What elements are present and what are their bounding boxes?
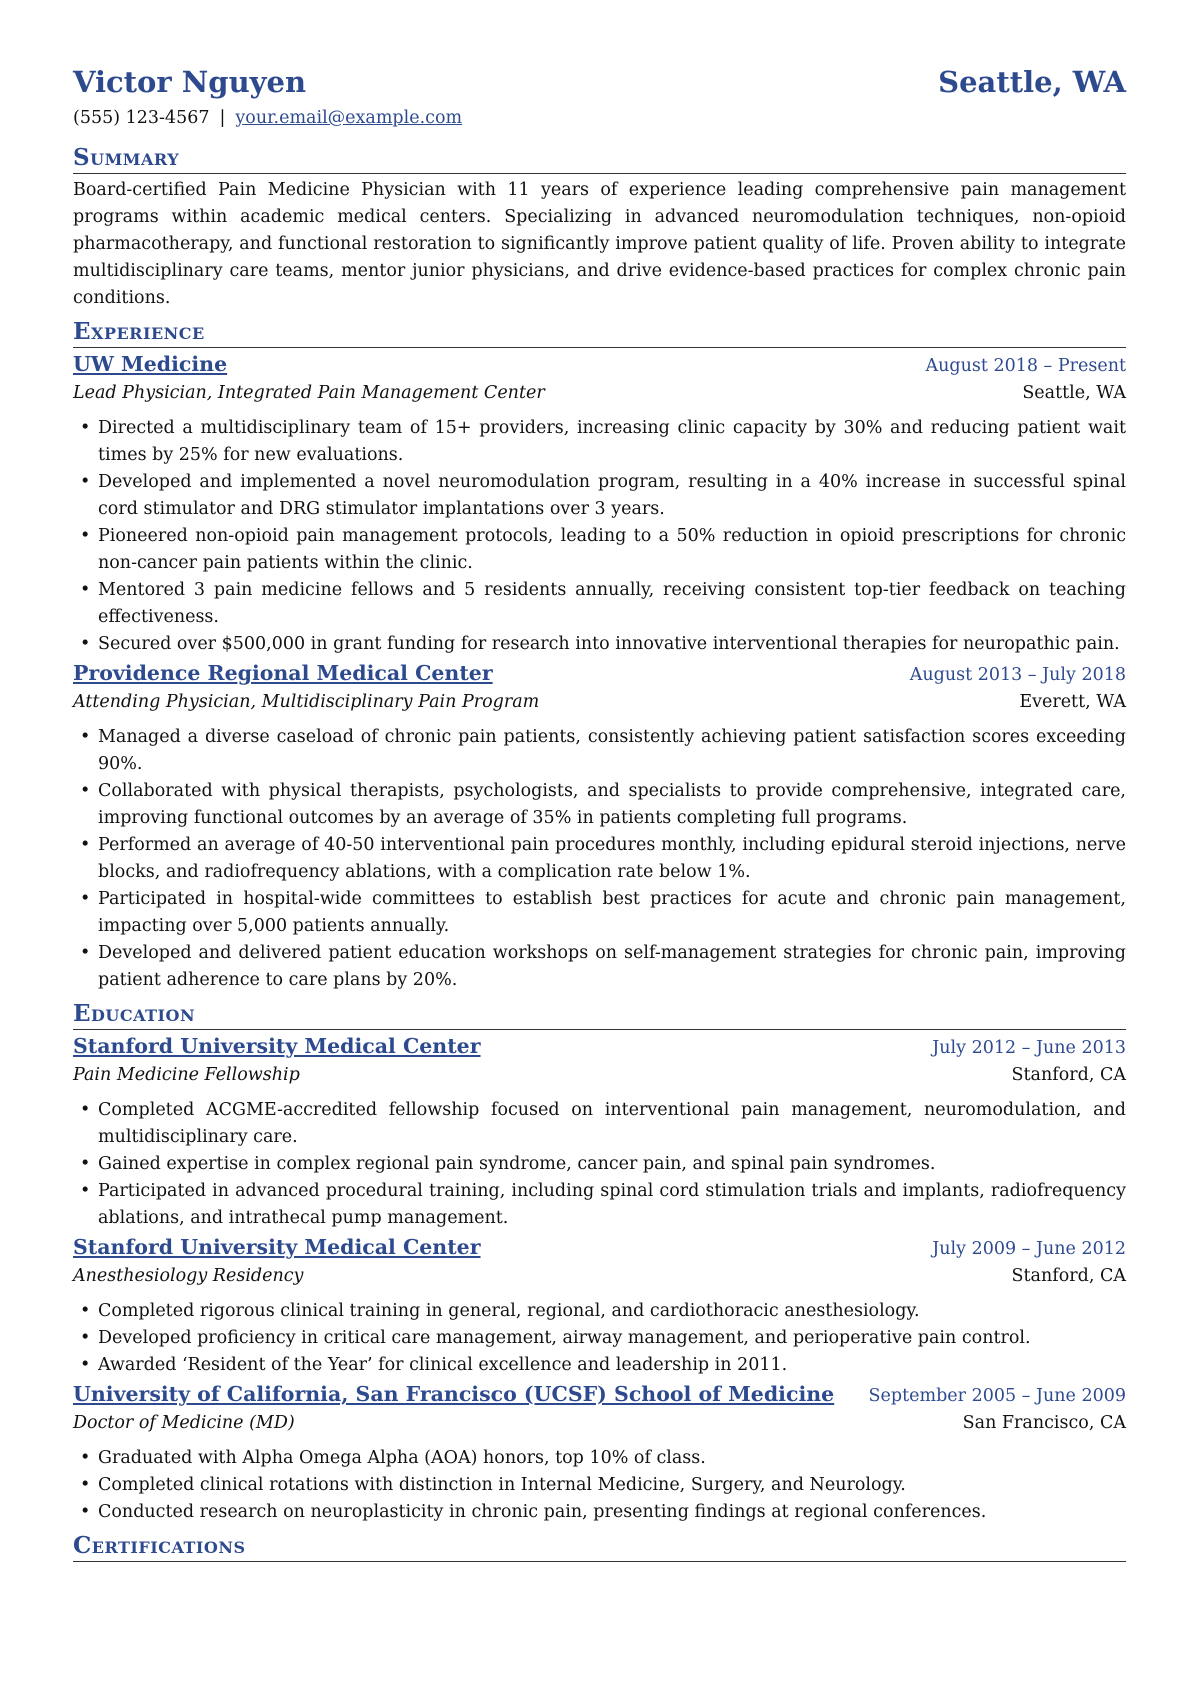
person-name: Victor Nguyen	[73, 65, 307, 99]
header	[73, 62, 1126, 102]
entry-header	[73, 1234, 1126, 1263]
education-entry	[73, 1033, 1126, 1232]
bullet-item: • Developed and delivered patient education workshops on self-management strategies for chronic pain, improving patient adherence to care plans by 20%.	[73, 940, 1126, 994]
entry-header	[73, 351, 1126, 380]
bullet-item: • Gained expertise in complex regional pain syndrome, cancer pain, and spinal pain syndromes.	[73, 1151, 1126, 1178]
entry-location: Everett, WA	[1019, 692, 1126, 712]
bullet-item: • Conducted research on neuroplasticity in chronic pain, presenting findings at regional conferences.	[73, 1499, 1126, 1526]
experience-entry	[73, 351, 1126, 658]
entry-role: Attending Physician, Multidisciplinary Pain Program	[73, 692, 540, 712]
entry-header	[73, 1381, 1126, 1410]
contact-separator: |	[219, 108, 226, 128]
entry-organization-link[interactable]: UW Medicine	[73, 352, 228, 376]
entry-dates: August 2018 – Present	[925, 356, 1126, 376]
entry-role: Doctor of Medicine (MD)	[73, 1413, 295, 1433]
phone-number: (555) 123-4567	[73, 108, 210, 128]
entry-organization-link[interactable]: Providence Regional Medical Center	[73, 661, 493, 685]
bullet-item: • Completed ACGME-accredited fellowship focused on interventional pain management, neuromodulation, and multidisciplinary care.	[73, 1097, 1126, 1151]
bullet-item: • Developed proficiency in critical care management, airway management, and perioperative pain control.	[73, 1325, 1126, 1352]
entry-bullet-list	[73, 1445, 1126, 1526]
entry-subheader	[73, 689, 1126, 716]
entry-organization-link[interactable]: University of California, San Francisco (UCSF) School of Medicine	[73, 1382, 835, 1406]
entry-subheader	[73, 1263, 1126, 1290]
entry-subheader	[73, 1410, 1126, 1437]
bullet-item: • Mentored 3 pain medicine fellows and 5 residents annually, receiving consistent top-tier feedback on teaching effectiveness.	[73, 577, 1126, 631]
header-location: Seattle, WA	[938, 65, 1126, 99]
entry-header	[73, 660, 1126, 689]
bullet-item: • Participated in advanced procedural training, including spinal cord stimulation trials and implants, radiofrequency ablations, and intrathecal pump management.	[73, 1178, 1126, 1232]
entry-bullet-list	[73, 415, 1126, 658]
entry-role: Lead Physician, Integrated Pain Management Center	[73, 383, 545, 403]
bullet-item: • Completed clinical rotations with distinction in Internal Medicine, Surgery, and Neurology.	[73, 1472, 1126, 1499]
experience-entry	[73, 660, 1126, 994]
education-entry	[73, 1381, 1126, 1526]
education-entry	[73, 1234, 1126, 1379]
entry-subheader	[73, 1062, 1126, 1089]
entry-bullet-list	[73, 724, 1126, 994]
entry-dates: July 2012 – June 2013	[932, 1038, 1126, 1058]
entry-dates: July 2009 – June 2012	[932, 1239, 1126, 1259]
summary-heading: Summary	[73, 144, 1126, 174]
education-heading: Education	[73, 1000, 1126, 1030]
bullet-item: • Performed an average of 40-50 interventional pain procedures monthly, including epidural steroid injections, nerve blocks, and radiofrequency ablations, with a complication rate below 1%.	[73, 832, 1126, 886]
bullet-item: • Awarded ‘Resident of the Year’ for clinical excellence and leadership in 2011.	[73, 1352, 1126, 1379]
resume-page	[73, 62, 1126, 1565]
email-link[interactable]: your.email@example.com	[235, 108, 463, 128]
experience-list	[73, 351, 1126, 994]
bullet-item: • Developed and implemented a novel neuromodulation program, resulting in a 40% increase in successful spinal cord stimulator and DRG stimulator implantations over 3 years.	[73, 469, 1126, 523]
experience-heading: Experience	[73, 318, 1126, 348]
entry-bullet-list	[73, 1298, 1126, 1379]
bullet-item: • Secured over $500,000 in grant funding for research into innovative interventional therapies for neuropathic pain.	[73, 631, 1126, 658]
contact-line	[73, 106, 1126, 130]
entry-subheader	[73, 380, 1126, 407]
entry-role: Anesthesiology Residency	[73, 1266, 304, 1286]
summary-text: Board-certified Pain Medicine Physician with 11 years of experience leading comprehensive pain management programs within academic medical centers. Specializing in advanced neuromodulation techniques, non-opioid pharmacotherapy, and functional restoration to significantly improve patient quality of life. Proven ability to integrate multidisciplinary care teams, mentor junior physicians, and drive evidence-based practices for complex chronic pain conditions.	[73, 180, 1126, 308]
bullet-item: • Managed a diverse caseload of chronic pain patients, consistently achieving patient satisfaction scores exceeding 90%.	[73, 724, 1126, 778]
bullet-item: • Collaborated with physical therapists, psychologists, and specialists to provide comprehensive, integrated care, improving functional outcomes by an average of 35% in patients completing full programs.	[73, 778, 1126, 832]
certifications-heading: Certifications	[73, 1532, 1126, 1562]
bullet-item: • Graduated with Alpha Omega Alpha (AOA) honors, top 10% of class.	[73, 1445, 1126, 1472]
entry-role: Pain Medicine Fellowship	[73, 1065, 300, 1085]
entry-location: Stanford, CA	[1011, 1266, 1126, 1286]
entry-organization-link[interactable]: Stanford University Medical Center	[73, 1034, 481, 1058]
bullet-item: • Directed a multidisciplinary team of 15+ providers, increasing clinic capacity by 30% and reducing patient wait times by 25% for new evaluations.	[73, 415, 1126, 469]
entry-location: Seattle, WA	[1022, 383, 1126, 403]
entry-dates: September 2005 – June 2009	[868, 1386, 1126, 1406]
entry-location: San Francisco, CA	[962, 1413, 1126, 1433]
education-list	[73, 1033, 1126, 1526]
entry-organization-link[interactable]: Stanford University Medical Center	[73, 1235, 481, 1259]
entry-location: Stanford, CA	[1011, 1065, 1126, 1085]
bullet-item: • Participated in hospital-wide committees to establish best practices for acute and chronic pain management, impacting over 5,000 patients annually.	[73, 886, 1126, 940]
entry-bullet-list	[73, 1097, 1126, 1232]
entry-header	[73, 1033, 1126, 1062]
entry-dates: August 2013 – July 2018	[909, 665, 1126, 685]
bullet-item: • Completed rigorous clinical training in general, regional, and cardiothoracic anesthesiology.	[73, 1298, 1126, 1325]
bullet-item: • Pioneered non-opioid pain management protocols, leading to a 50% reduction in opioid prescriptions for chronic non-cancer pain patients within the clinic.	[73, 523, 1126, 577]
